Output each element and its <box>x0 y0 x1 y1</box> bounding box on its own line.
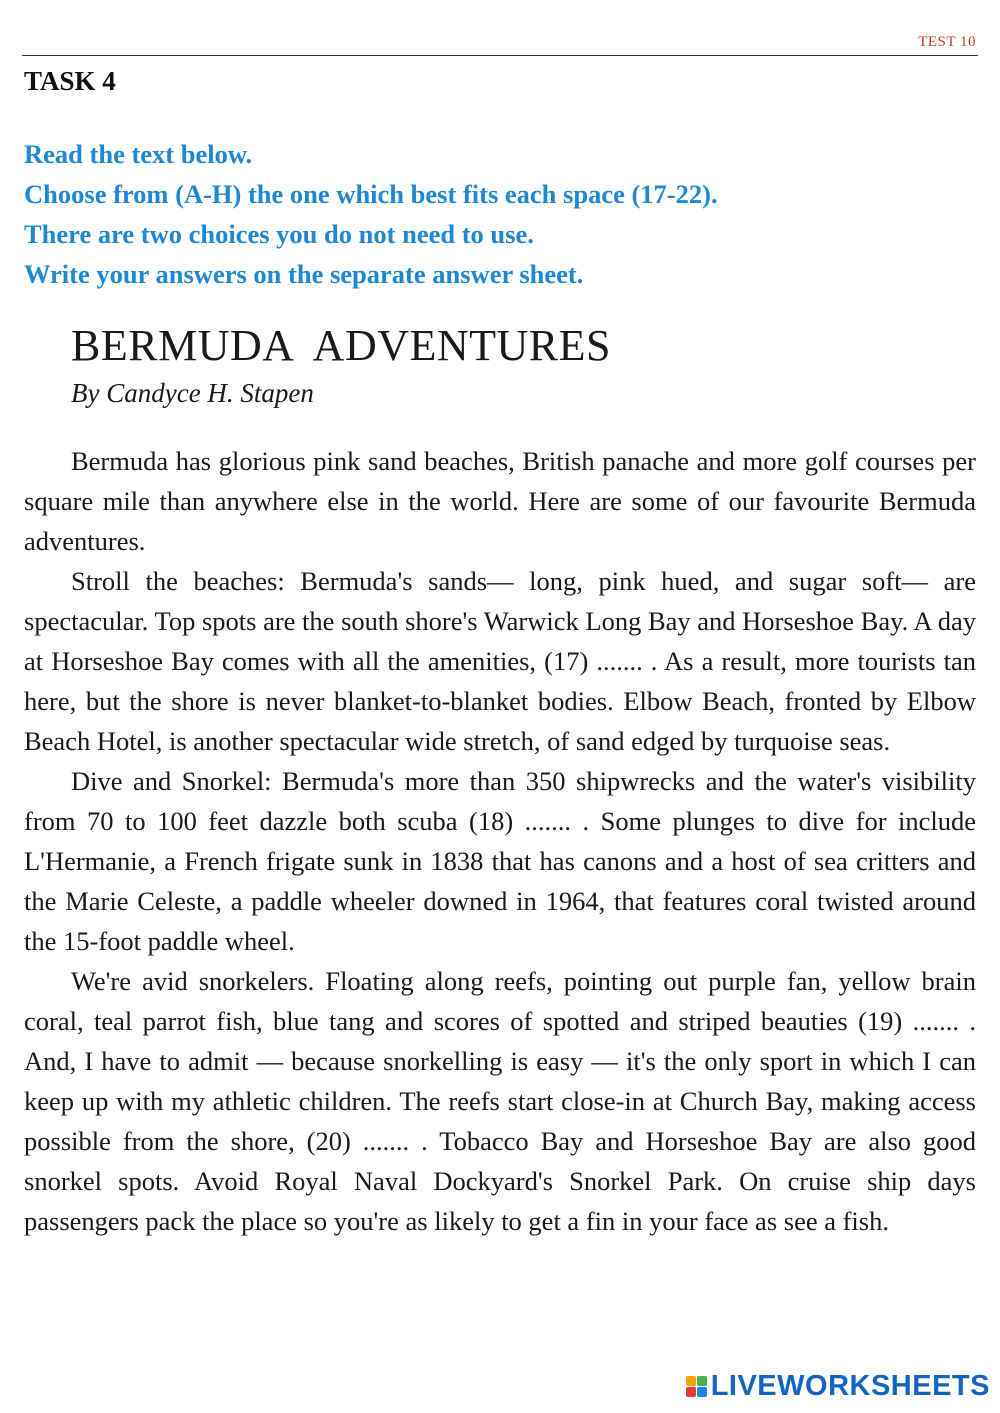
instruction-line: Write your answers on the separate answer sheet. <box>24 259 584 289</box>
article-paragraph: Dive and Snorkel: Bermuda's more than 350 shipwrecks and the water's visibility from 70 to 100 feet dazzle both scuba (18) ....... . Some plunges to dive for include L'Hermanie, a French frigate sunk in 1838 that has canons and a host of sea critters and the Marie Celeste, a paddle wheeler downed in 1964, that features coral twisted around the 15-foot paddle wheel. <box>24 766 976 956</box>
article-paragraph: Bermuda has glorious pink sand beaches, British panache and more golf courses per square mile than anywhere else in the world. Here are some of our favourite Bermuda adventures. <box>24 446 976 556</box>
header-divider <box>22 55 978 56</box>
article-paragraph: We're avid snorkelers. Floating along reefs, pointing out purple fan, yellow brain coral, teal parrot fish, blue tang and scores of spotted and striped beauties (19) ....... . And, I have to admit — because snorkelling is easy — it's the only sport in which I can keep up with my athletic children. The reefs start close-in at Church Bay, making access possible from the shore, (20) ....... . Tobacco Bay and Horseshoe Bay are also good snorkel spots. Avoid Royal Naval Dockyard's Snorkel Park. On cruise ship days passengers pack the place so you're as likely to get a fin in your face as see a fish. <box>24 966 976 1236</box>
task-title: TASK 4 <box>24 66 116 96</box>
liveworksheets-logo <box>686 1370 990 1403</box>
article-byline: By Candyce H. Stapen <box>71 378 314 408</box>
liveworksheets-wordmark: LIVEWORKSHEETS <box>710 1370 990 1402</box>
instruction-line: There are two choices you do not need to use. <box>24 219 534 249</box>
logo-square <box>686 1387 696 1397</box>
article-title: BERMUDA ADVENTURES <box>71 321 611 370</box>
logo-square <box>686 1376 696 1386</box>
liveworksheets-icon <box>686 1376 707 1397</box>
article-paragraph: Stroll the beaches: Bermuda's sands— long, pink hued, and sugar soft— are spectacular. Top spots are the south shore's Warwick Long Bay and Horseshoe Bay. A day at Horseshoe Bay comes with all the amenities, (17) ....... . As a result, more tourists tan here, but the shore is never blanket-to-blanket bodies. Elbow Beach, fronted by Elbow Beach Hotel, is another spectacular wide stretch, of sand edged by turquoise seas. <box>24 566 976 756</box>
logo-square <box>697 1387 707 1397</box>
instructions-block <box>24 134 974 294</box>
logo-square <box>697 1376 707 1386</box>
instruction-line: Choose from (A-H) the one which best fits each space (17-22). <box>24 179 718 209</box>
test-number-label: TEST 10 <box>918 34 976 50</box>
instruction-line: Read the text below. <box>24 139 253 169</box>
article-body <box>24 441 976 1241</box>
